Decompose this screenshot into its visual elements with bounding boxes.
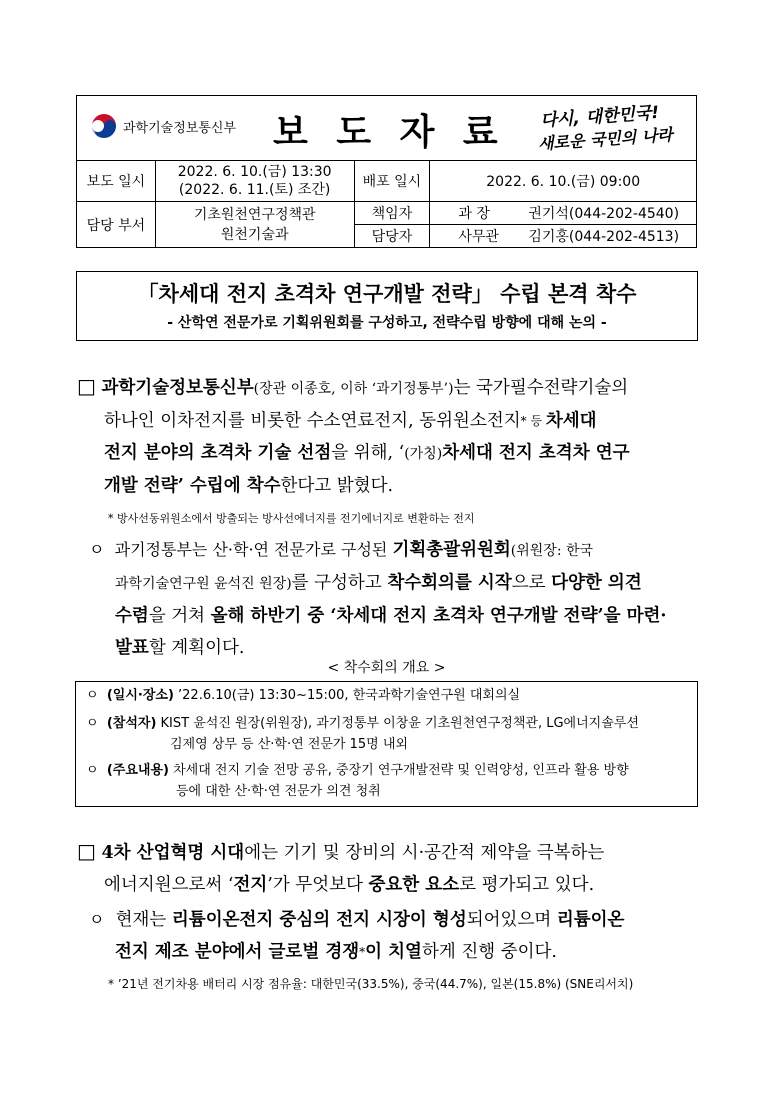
- overview-box: [75, 681, 698, 807]
- overview-item-datetime: [86, 685, 520, 706]
- text-bold: 전지 분야의 초격차 기술 선점: [104, 443, 332, 463]
- text: 를 구성하고: [291, 573, 388, 593]
- section-2: [77, 835, 707, 901]
- item-label: (주요내용): [106, 763, 169, 778]
- text: ’가 무엇보다: [267, 875, 369, 895]
- department-label: 담당 부서: [77, 202, 156, 248]
- text-bold: 발표: [115, 638, 149, 658]
- report-date-line-2: (2022. 6. 11.(토) 조간): [178, 182, 331, 198]
- text: 을 거쳐: [148, 606, 211, 626]
- distribution-date-value: 2022. 6. 10.(금) 09:00: [430, 161, 697, 202]
- sub-bullet: ㅇ: [89, 910, 105, 929]
- text: 현재는: [115, 910, 172, 930]
- text-bold: 차세대 전지 초격차 연구: [442, 443, 630, 463]
- text-bold: 다양한 의견: [551, 573, 642, 593]
- text: 으로: [511, 573, 552, 593]
- department-line-1: 기초원천연구정책관: [193, 206, 316, 223]
- government-slogan: [527, 97, 673, 155]
- department-line-2: 원천기술과: [220, 226, 289, 243]
- sub-bullet: ㅇ: [89, 540, 105, 559]
- item-bullet: ㅇ: [86, 688, 99, 703]
- press-header-table: [76, 95, 697, 248]
- item-label: (일시·장소): [106, 688, 174, 703]
- text: 할 계획이다.: [148, 638, 245, 658]
- text: 과기정통부는 산·학·연 전문가로 구성된: [114, 540, 393, 559]
- contact-label: 담당자: [354, 225, 430, 248]
- item-text: 등에 대한 산·학·연 전문가 의견 청취: [176, 784, 381, 799]
- section-2-footnote: * ’21년 전기차용 배터리 시장 점유율: 대한민국(33.5%), 중국(44.7%), 일본(15.8%) (SNE리서치): [108, 977, 634, 991]
- headline-title: 「차세대 전지 초격차 연구개발 전략」 수립 본격 착수: [137, 282, 637, 306]
- item-bullet: ㅇ: [86, 716, 99, 731]
- text-aside: (장관 이종호, 이하 ‘과기정통부’): [253, 381, 454, 397]
- ministry-name: 과학기술정보통신부: [123, 121, 237, 136]
- text-bold: 착수: [246, 476, 281, 496]
- contact-title: 사무관: [458, 229, 499, 245]
- section-2-bullet: □: [77, 839, 96, 863]
- slogan-line-2: 새로운 국민의 나라: [537, 125, 674, 154]
- text: 는 국가필수전략기술의: [453, 378, 629, 398]
- responsible-contact: 권기석(044-202-4540): [528, 206, 680, 222]
- text-aside: 과학기술연구원 윤석진 원장): [115, 576, 292, 592]
- item-bullet: ㅇ: [86, 763, 99, 778]
- overview-title: < 착수회의 개요 >: [327, 660, 446, 676]
- item-text: KIST 윤석진 원장(위원장), 과기정통부 이창윤 기초원천연구정책관, LG에너지솔루션: [160, 716, 639, 731]
- text: 하나인 이차전지를 비롯한 수소연료전지, 동위원소전지: [104, 411, 521, 431]
- section-2-sub: [89, 904, 709, 968]
- text-bold: 기획총괄위원회: [392, 540, 511, 560]
- footnote-mark: *: [359, 945, 366, 959]
- responsible-label: 책임자: [354, 202, 430, 225]
- report-date-line-1: 2022. 6. 10.(금) 13:30: [177, 164, 332, 180]
- item-text: 차세대 전지 기술 전망 공유, 중장기 연구개발전략 및 인력양성, 인프라 활용 방향: [173, 763, 629, 778]
- text-bold: 중요한 요소: [368, 875, 460, 895]
- distribution-date-label: 배포 일시: [354, 161, 430, 202]
- section-1-bullet: □: [77, 374, 96, 398]
- text-bold: 과학기술정보통신부: [101, 378, 254, 398]
- text-bold: 차세대: [545, 411, 597, 431]
- text-bold: 전지: [233, 875, 268, 895]
- headline-box: [76, 271, 698, 341]
- section-1: [77, 370, 707, 528]
- footnote-mark: * 등: [520, 414, 546, 428]
- text: 되어있으며: [466, 910, 557, 930]
- text-bold: 전지 제조 분야에서 글로벌 경쟁: [115, 942, 360, 962]
- item-text: ’22.6.10(금) 13:30~15:00, 한국과학기술연구원 대회의실: [178, 688, 521, 703]
- text: 로 평가되고 있다.: [459, 875, 595, 895]
- text: 하게 진행 중이다.: [421, 942, 557, 962]
- text-aside: (위원장: 한국: [510, 543, 594, 559]
- text-bold: 이 치열: [365, 942, 422, 962]
- item-text: 김제영 상무 등 산·학·연 전문가 15명 내외: [170, 737, 408, 752]
- text-aside: (가칭): [404, 446, 443, 462]
- text-bold: 리튬이온전지 중심의 전지 시장이 형성: [171, 910, 467, 930]
- text-bold: 착수회의를 시작: [387, 573, 512, 593]
- headline-subtitle: - 산학연 전문가로 기획위원회를 구성하고, 전략수립 방향에 대해 논의 -: [167, 315, 607, 331]
- overview-item-agenda: [86, 760, 629, 802]
- text-bold: 개발 전략’ 수립에: [104, 476, 247, 496]
- section-1-footnote: * 방사선동위원소에서 방출되는 방사선에너지를 전기에너지로 변환하는 전지: [108, 512, 475, 525]
- text-bold: 4차 산업혁명 시대: [101, 843, 245, 863]
- responsible-title: 과 장: [458, 206, 490, 222]
- slogan-line-1: 다시, 대한민국!: [539, 102, 660, 132]
- report-date-label: 보도 일시: [77, 161, 156, 202]
- text: 에너지원으로써 ‘: [104, 875, 234, 895]
- text-bold: 올해 하반기 중 ‘차세대 전지 초격차 연구개발 전략’을 마련·: [210, 606, 667, 626]
- text: 을 위해, ‘: [331, 443, 405, 463]
- text-bold: 수렴: [115, 606, 149, 626]
- overview-item-attendees: [86, 713, 639, 755]
- text: 한다고 밝혔다.: [280, 476, 394, 496]
- item-label: (참석자): [106, 716, 157, 731]
- government-emblem-icon: [91, 113, 117, 139]
- press-release-title: 보 도 자 료: [273, 111, 506, 153]
- section-1-sub: [89, 534, 709, 664]
- text-bold: 리튬이온: [556, 910, 625, 930]
- text: 에는 기기 및 장비의 시·공간적 제약을 극복하는: [244, 843, 605, 863]
- contact-person: 김기홍(044-202-4513): [528, 229, 680, 245]
